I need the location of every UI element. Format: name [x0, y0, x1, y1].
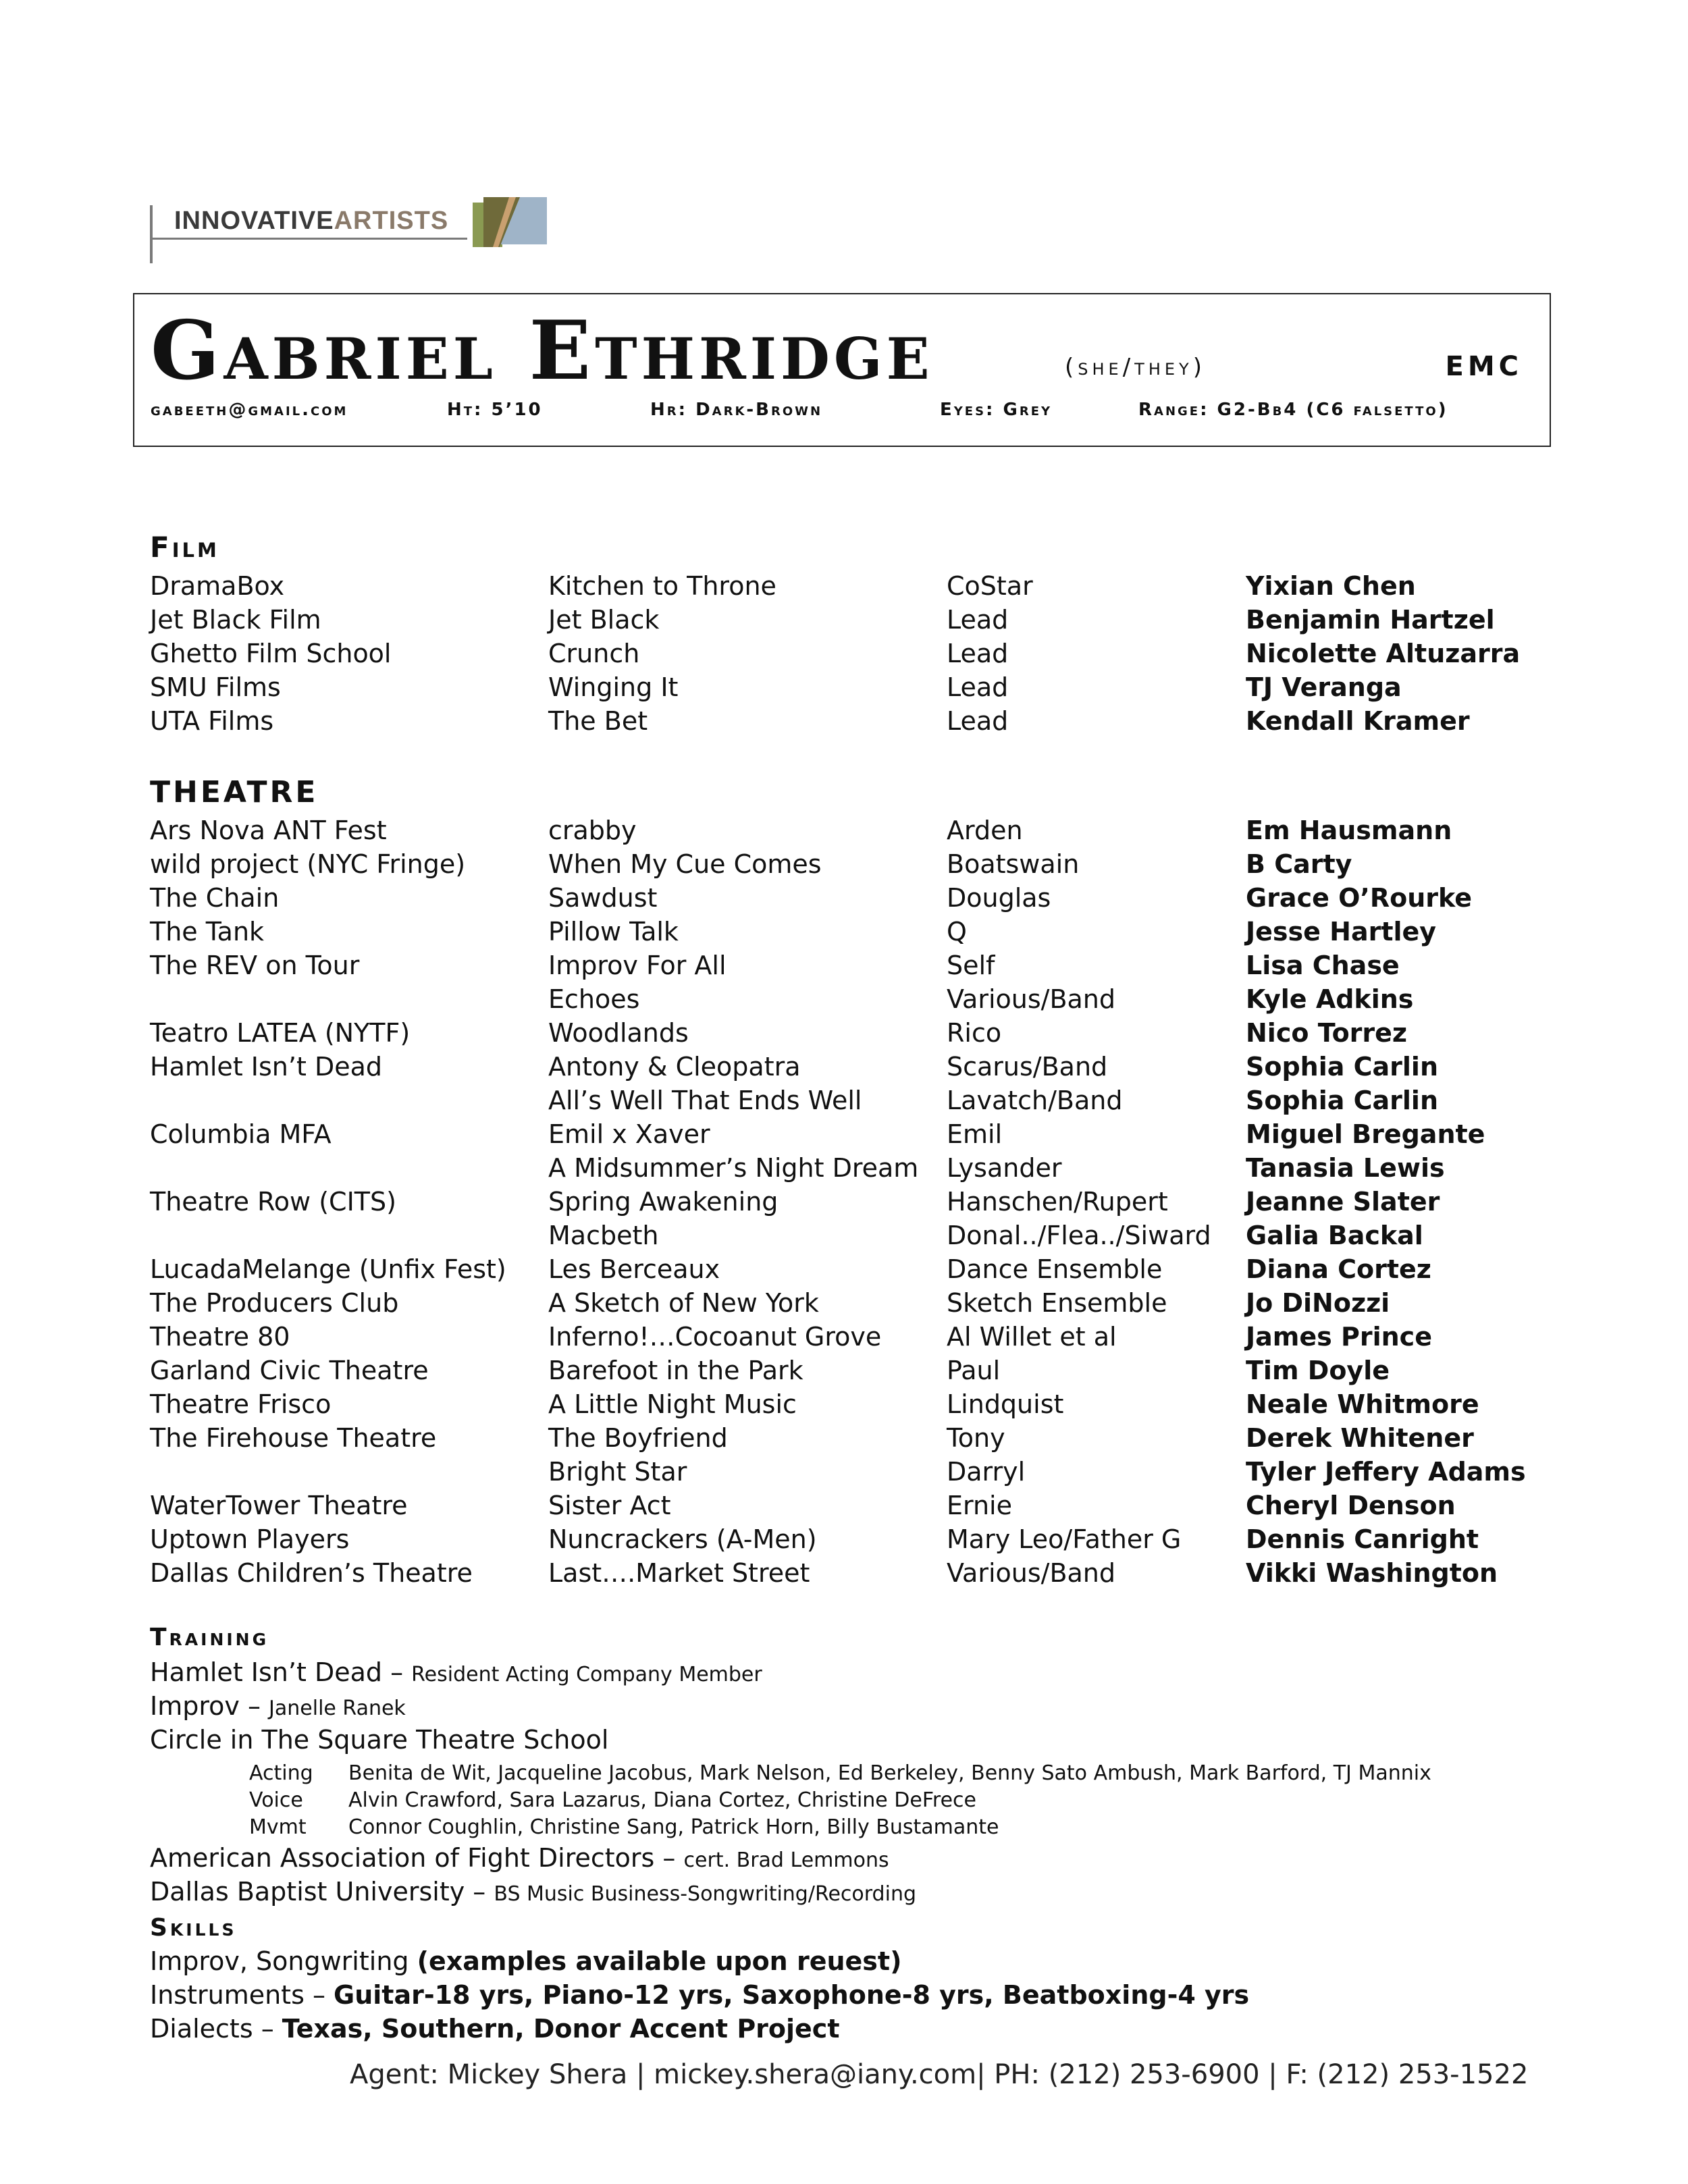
credit-role: Tony: [947, 1423, 1005, 1453]
credit-role: Lindquist: [947, 1389, 1064, 1419]
header-box: [133, 293, 1551, 447]
agency-logo: [150, 197, 548, 265]
credit-venue: Ars Nova ANT Fest: [150, 816, 387, 845]
credit-role: Ernie: [947, 1491, 1012, 1520]
credit-role: Arden: [947, 816, 1023, 845]
logo-rule-horizontal: [150, 238, 467, 240]
credit-role: Q: [947, 917, 967, 947]
skill-label: Instruments –: [150, 1980, 334, 2010]
credit-role: Al Willet et al: [947, 1322, 1117, 1352]
skills-heading: Skills: [150, 1914, 237, 1942]
skill-value: (examples available upon reuest): [417, 1946, 902, 1976]
credit-title: Winging It: [548, 672, 679, 702]
credit-row: [0, 1252, 1688, 1286]
credit-row: [0, 1354, 1688, 1387]
credit-director: Jo DiNozzi: [1246, 1288, 1390, 1318]
training-detail: Janelle Ranek: [269, 1697, 406, 1720]
film-heading: Film: [150, 531, 219, 564]
credit-director: James Prince: [1246, 1322, 1432, 1352]
credit-title: A Little Night Music: [548, 1389, 797, 1419]
credit-row: [0, 1455, 1688, 1489]
credit-director: Nicolette Altuzarra: [1246, 639, 1521, 668]
credit-role: Lead: [947, 605, 1009, 635]
training-heading: Training: [150, 1624, 269, 1651]
credit-row: [0, 1320, 1688, 1354]
credit-director: Tim Doyle: [1246, 1356, 1390, 1385]
credit-director: Diana Cortez: [1246, 1254, 1431, 1284]
credit-row: [0, 1387, 1688, 1421]
credit-director: Cheryl Denson: [1246, 1491, 1456, 1520]
film-credits: [0, 569, 1688, 738]
credit-title: Echoes: [548, 984, 640, 1014]
credit-row: [0, 949, 1688, 982]
credit-row: [0, 1050, 1688, 1084]
email: gabeeth@gmail.com: [151, 400, 348, 420]
credit-title: A Midsummer’s Night Dream: [548, 1153, 919, 1183]
credit-director: Grace O’Rourke: [1246, 883, 1473, 913]
credit-venue: The Tank: [150, 917, 265, 947]
credit-role: Dance Ensemble: [947, 1254, 1163, 1284]
credit-row: [0, 1489, 1688, 1522]
credit-role: Rico: [947, 1018, 1002, 1048]
credit-role: Hanschen/Rupert: [947, 1187, 1168, 1217]
credit-row: [0, 1185, 1688, 1219]
skills-improv: [150, 1946, 901, 1977]
theatre-credits: [0, 814, 1688, 1590]
credit-director: Lisa Chase: [1246, 951, 1400, 980]
credit-title: Jet Black: [548, 605, 660, 635]
credit-title: Pillow Talk: [548, 917, 679, 947]
credit-venue: UTA Films: [150, 706, 274, 736]
credit-role: Darryl: [947, 1457, 1026, 1487]
credit-director: Tanasia Lewis: [1246, 1153, 1445, 1183]
credit-role: CoStar: [947, 571, 1033, 601]
credit-director: B Carty: [1246, 849, 1352, 879]
credit-row: [0, 982, 1688, 1016]
credit-role: Lavatch/Band: [947, 1086, 1123, 1115]
credit-title: Inferno!…Cocoanut Grove: [548, 1322, 882, 1352]
credit-title: Sawdust: [548, 883, 658, 913]
credit-venue: Dallas Children’s Theatre: [150, 1558, 473, 1588]
credit-role: Various/Band: [947, 984, 1116, 1014]
credit-venue: Theatre 80: [150, 1322, 290, 1352]
credit-director: Vikki Washington: [1246, 1558, 1498, 1588]
credit-row: [0, 1117, 1688, 1151]
credit-row: [0, 704, 1688, 738]
credit-row: [0, 1421, 1688, 1455]
credit-role: Emil: [947, 1119, 1003, 1149]
credit-title: Crunch: [548, 639, 640, 668]
credit-director: Yixian Chen: [1246, 571, 1416, 601]
credit-role: Donal../Flea../Siward: [947, 1221, 1211, 1250]
credit-role: Douglas: [947, 883, 1051, 913]
training-dallas-baptist: [150, 1877, 916, 1908]
credit-row: [0, 1219, 1688, 1252]
skill-value: Texas, Southern, Donor Accent Project: [282, 2014, 840, 2044]
logo-mark-icon: [473, 197, 547, 247]
training-voice-label: Voice: [249, 1788, 303, 1812]
credit-venue: LucadaMelange (Unfix Fest): [150, 1254, 506, 1284]
training-improv: [150, 1691, 406, 1722]
credit-title: Bright Star: [548, 1457, 687, 1487]
credit-title: Macbeth: [548, 1221, 659, 1250]
credit-venue: Teatro LATEA (NYTF): [150, 1018, 411, 1048]
credit-row: [0, 1084, 1688, 1117]
training-school: Improv –: [150, 1691, 269, 1721]
credit-director: Galia Backal: [1246, 1221, 1423, 1250]
training-school: American Association of Fight Directors –: [150, 1843, 684, 1873]
credit-venue: Columbia MFA: [150, 1119, 332, 1149]
credit-director: Miguel Bregante: [1246, 1119, 1485, 1149]
credit-venue: Garland Civic Theatre: [150, 1356, 429, 1385]
credit-venue: WaterTower Theatre: [150, 1491, 408, 1520]
credit-title: Barefoot in the Park: [548, 1356, 803, 1385]
credit-venue: Hamlet Isn’t Dead: [150, 1052, 382, 1082]
credit-title: A Sketch of New York: [548, 1288, 819, 1318]
credit-venue: Uptown Players: [150, 1524, 350, 1554]
training-circle-school: Circle in The Square Theatre School: [150, 1725, 609, 1755]
credit-title: Improv For All: [548, 951, 727, 980]
credit-role: Mary Leo/Father G: [947, 1524, 1182, 1554]
credit-director: Tyler Jeffery Adams: [1246, 1457, 1526, 1487]
training-fight-directors: [150, 1843, 889, 1874]
credit-director: Benjamin Hartzel: [1246, 605, 1495, 635]
skills-dialects: [150, 2014, 840, 2045]
skill-value: Guitar-18 yrs, Piano-12 yrs, Saxophone-8 yrs, Beatboxing-4 yrs: [334, 1980, 1250, 2010]
credit-row: [0, 1016, 1688, 1050]
eye-color: Eyes: Grey: [940, 400, 1053, 420]
credit-row: [0, 670, 1688, 704]
credit-venue: The Producers Club: [150, 1288, 399, 1318]
credit-venue: The Chain: [150, 883, 280, 913]
credit-row: [0, 1522, 1688, 1556]
credit-title: Les Berceaux: [548, 1254, 720, 1284]
training-acting-names: Benita de Wit, Jacqueline Jacobus, Mark Nelson, Ed Berkeley, Benny Sato Ambush, Mark Barford, TJ Mannix: [348, 1761, 1431, 1785]
credit-row: [0, 847, 1688, 881]
credit-title: Kitchen to Throne: [548, 571, 776, 601]
credit-role: Lead: [947, 706, 1009, 736]
credit-director: Jeanne Slater: [1246, 1187, 1440, 1217]
credit-director: Dennis Canright: [1246, 1524, 1479, 1554]
credit-role: Self: [947, 951, 995, 980]
pronouns: (she/they): [1065, 354, 1206, 381]
credit-director: Derek Whitener: [1246, 1423, 1474, 1453]
credit-title: The Boyfriend: [548, 1423, 728, 1453]
agent-contact-footer: Agent: Mickey Shera | mickey.shera@iany.com| PH: (212) 253-6900 | F: (212) 253-1522: [350, 2059, 1529, 2090]
credit-director: Jesse Hartley: [1246, 917, 1437, 947]
training-movement-label: Mvmt: [249, 1815, 307, 1839]
training-detail: cert. Brad Lemmons: [683, 1848, 889, 1872]
theatre-heading: THEATRE: [150, 775, 319, 809]
credit-row: [0, 915, 1688, 949]
credit-title: Emil x Xaver: [548, 1119, 710, 1149]
actor-name: Gabriel Ethridge: [151, 303, 934, 398]
training-voice-names: Alvin Crawford, Sara Lazarus, Diana Cortez, Christine DeFrece: [348, 1788, 976, 1812]
logo-word-1: INNOVATIVE: [174, 207, 334, 235]
vocal-range: Range: G2-Bb4 (C6 falsetto): [1138, 400, 1448, 420]
credit-row: [0, 1151, 1688, 1185]
credit-venue: Jet Black Film: [150, 605, 321, 635]
credit-director: TJ Veranga: [1246, 672, 1402, 702]
credit-title: The Bet: [548, 706, 648, 736]
credit-title: Last….Market Street: [548, 1558, 810, 1588]
credit-role: Boatswain: [947, 849, 1080, 879]
credit-row: [0, 814, 1688, 847]
training-school: Hamlet Isn’t Dead –: [150, 1657, 412, 1687]
credit-venue: The Firehouse Theatre: [150, 1423, 437, 1453]
credit-director: Nico Torrez: [1246, 1018, 1408, 1048]
credit-director: Sophia Carlin: [1246, 1086, 1438, 1115]
credit-title: Nuncrackers (A-Men): [548, 1524, 817, 1554]
credit-director: Kendall Kramer: [1246, 706, 1470, 736]
credit-venue: Theatre Frisco: [150, 1389, 332, 1419]
credit-title: All’s Well That Ends Well: [548, 1086, 862, 1115]
skills-instruments: [150, 1980, 1249, 2011]
credit-row: [0, 1556, 1688, 1590]
training-acting-label: Acting: [249, 1761, 313, 1785]
credit-role: Lead: [947, 639, 1009, 668]
credit-title: Antony & Cleopatra: [548, 1052, 801, 1082]
credit-title: When My Cue Comes: [548, 849, 822, 879]
credit-row: [0, 881, 1688, 915]
logo-word-2: ARTISTS: [334, 207, 449, 235]
credit-role: Lead: [947, 672, 1009, 702]
credit-venue: Ghetto Film School: [150, 639, 392, 668]
credit-venue: wild project (NYC Fringe): [150, 849, 466, 879]
credit-title: Spring Awakening: [548, 1187, 779, 1217]
training-detail: BS Music Business-Songwriting/Recording: [494, 1882, 916, 1906]
credit-role: Sketch Ensemble: [947, 1288, 1167, 1318]
training-detail: Resident Acting Company Member: [411, 1663, 762, 1686]
credit-title: crabby: [548, 816, 637, 845]
skill-label: Dialects –: [150, 2014, 282, 2044]
credit-title: Sister Act: [548, 1491, 671, 1520]
credit-venue: SMU Films: [150, 672, 281, 702]
credit-title: Woodlands: [548, 1018, 689, 1048]
training-movement-names: Connor Coughlin, Christine Sang, Patrick Horn, Billy Bustamante: [348, 1815, 999, 1839]
skill-label: Improv, Songwriting: [150, 1946, 417, 1976]
credit-role: Paul: [947, 1356, 1001, 1385]
credit-director: Kyle Adkins: [1246, 984, 1414, 1014]
credit-row: [0, 569, 1688, 603]
hair-color: Hr: Dark-Brown: [650, 400, 823, 420]
credit-director: Em Hausmann: [1246, 816, 1452, 845]
credit-venue: The REV on Tour: [150, 951, 360, 980]
credit-role: Lysander: [947, 1153, 1062, 1183]
credit-director: Neale Whitmore: [1246, 1389, 1479, 1419]
credit-role: Various/Band: [947, 1558, 1116, 1588]
logo-wordmark: [174, 207, 448, 236]
training-hamlet-isnt-dead: [150, 1657, 762, 1688]
credit-row: [0, 1286, 1688, 1320]
union-status: EMC: [1445, 351, 1523, 382]
credit-venue: Theatre Row (CITS): [150, 1187, 396, 1217]
height: Ht: 5’10: [447, 400, 543, 420]
credit-row: [0, 603, 1688, 637]
logo-rule-vertical: [150, 205, 153, 263]
training-school: Dallas Baptist University –: [150, 1877, 494, 1907]
credit-director: Sophia Carlin: [1246, 1052, 1438, 1082]
credit-row: [0, 637, 1688, 670]
credit-venue: DramaBox: [150, 571, 285, 601]
credit-role: Scarus/Band: [947, 1052, 1108, 1082]
